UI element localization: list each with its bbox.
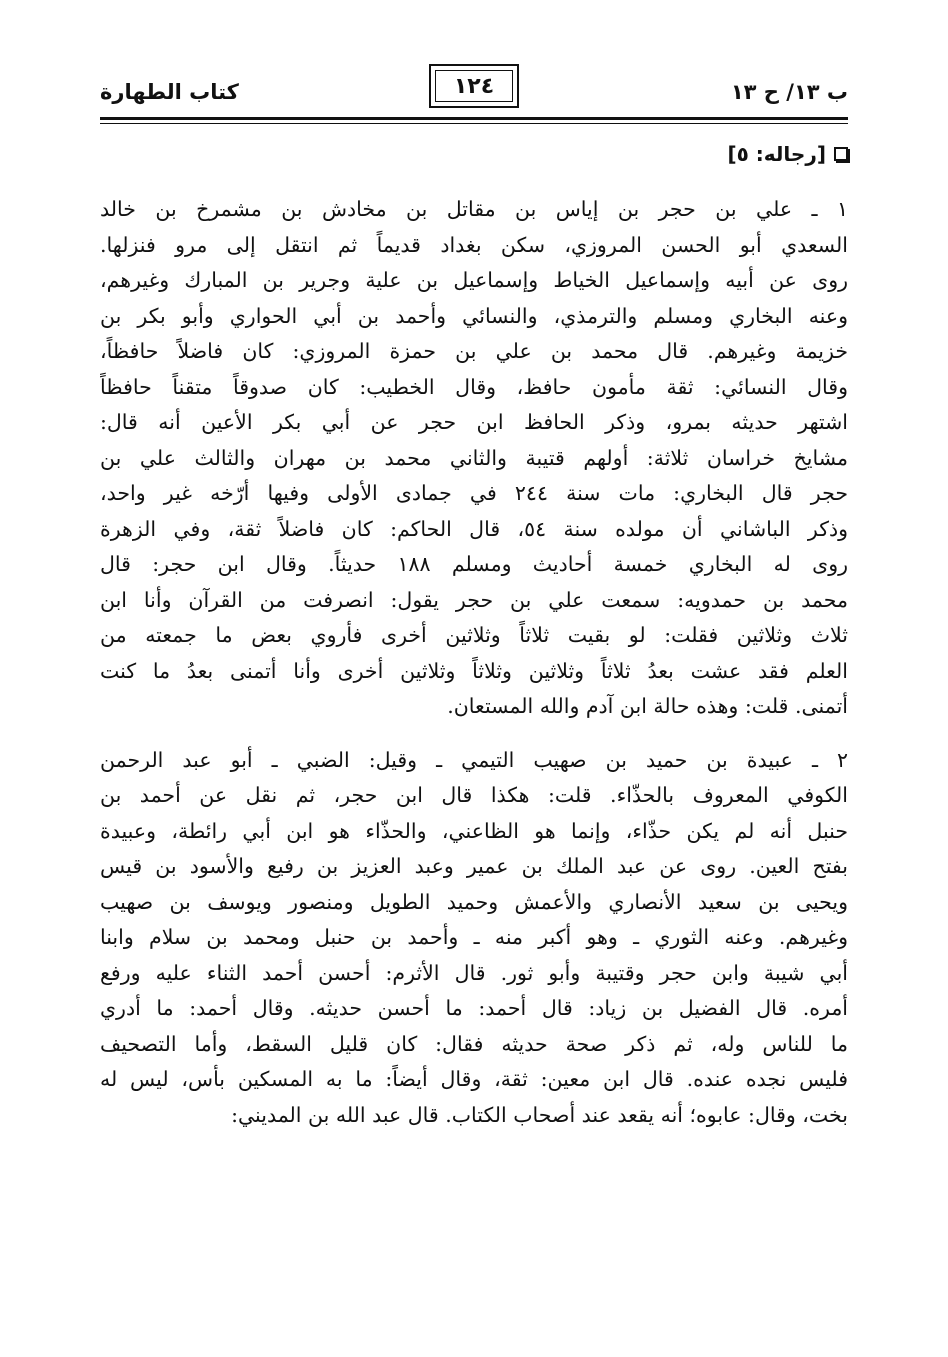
header-divider-thin xyxy=(100,123,848,124)
page-number-frame xyxy=(429,64,519,108)
volume-reference: ب ١٣/ ح ١٣ xyxy=(730,80,848,104)
text-line: وقال النسائي: ثقة مأمون حافظ، وقال الخطيب: كان صدوقاً متقناً حافظاً xyxy=(100,374,848,399)
text-line: حجر قال البخاري: مات سنة ٢٤٤ في جمادى الأولى وفيها أرّخه غير واحد، xyxy=(100,481,848,505)
text-line: وعنه البخاري ومسلم والترمذي، والنسائي وأحمد بن أبي الحواري وأبو بكر بن xyxy=(100,303,848,328)
text-line: أتمنى. قلت: وهذه حالة ابن آدم والله المستعان. xyxy=(447,694,848,718)
narrator-entry-2 xyxy=(100,743,848,1134)
text-line: العلم فقد عشت بعدُ ثلاثاً وثلاثين وثلاثاً وثلاثين أخرى وأنا أتمنى بعدُ ما كنت xyxy=(100,658,848,683)
text-line: ثلاث وثلاثين فقلت: لو بقيت ثلاثاً وثلاثين أخرى فأروي بعض ما جمعته من xyxy=(100,623,848,647)
text-line: محمد بن حمدويه: سمعت علي بن حجر يقول: انصرفت من القرآن وأنا ابن xyxy=(100,587,848,612)
page-header xyxy=(100,62,848,118)
text-line: فليس نجده عنده. قال ابن معين: ثقة، وقال أيضاً: ما به المسكين بأس، ليس له xyxy=(100,1067,848,1091)
text-line: أبي شيبة وابن حجر وقتيبة وأبو ثور. قال الأثرم: أحسن أحمد الثناء عليه ورفع xyxy=(100,960,848,985)
text-line: ويحيى بن سعيد الأنصاري والأعمش وحميد الطويل ومنصور ويوسف بن صهيب xyxy=(100,889,848,914)
narrator-entry-1 xyxy=(100,192,848,725)
text-line: السعدي أبو الحسن المروزي، سكن بغداد قديماً ثم انتقل إلى مرو فنزلها. xyxy=(100,232,848,257)
header-divider-thick xyxy=(100,117,848,120)
text-line: مشايخ خراسان ثلاثة: أولهم قتيبة والثاني محمد بن مهران والثالث علي بن xyxy=(100,445,848,470)
section-heading-text: [رجاله: ٥] xyxy=(727,142,826,166)
text-line: ما للناس وله، ثم ذكر صحة حديثه فقال: كان قليل السقط، وأما التصحيف xyxy=(100,1031,848,1056)
book-title: كتاب الطهارة xyxy=(100,80,239,104)
text-line: بفتح العين. روى عن عبد الملك بن عمير وعبد العزيز بن رفيع والأسود بن قيس xyxy=(100,854,848,878)
text-line: روى له البخاري خمسة أحاديث ومسلم ١٨٨ حديثاً. وقال ابن حجر: قال xyxy=(100,552,848,576)
checkbox-square-icon xyxy=(834,147,848,161)
text-line: بخت، وقال: عابوه؛ أنه يقعد عند أصحاب الكتاب. قال عبد الله بن المديني: xyxy=(231,1102,848,1127)
text-line: وغيرهم. وعنه الثوري ـ وهو أكبر منه ـ وأحمد بن حنبل ومحمد بن سلام وابنا xyxy=(100,925,848,949)
text-line: حنبل أنه لم يكن حذّاء، وإنما هو الظاعني، والحذّاء هو ابن أبي رائطة، وعبيدة xyxy=(100,818,848,843)
text-line: ١ ـ علي بن حجر بن إياس بن مقاتل بن مخادش بن مشمرخ بن خالد xyxy=(100,197,848,221)
text-line: خزيمة وغيرهم. قال محمد بن علي بن حمزة المروزي: كان فاضلاً حافظاً، xyxy=(100,339,848,363)
text-line: روى عن أبيه وإسماعيل الخياط وإسماعيل بن علية وجرير بن المبارك وغيرهم، xyxy=(100,268,848,292)
page-number: ١٢٤ xyxy=(453,73,495,99)
text-line: اشتهر حديثه بمرو، وذكر الحافظ ابن حجر عن أبي بكر الأعين أنه قال: xyxy=(100,410,848,434)
text-line: ٢ ـ عبيدة بن حميد بن صهيب التيمي ـ وقيل: الضبي ـ أبو عبد الرحمن xyxy=(100,747,848,772)
section-heading xyxy=(727,142,848,166)
text-line: وذكر الباشاني أن مولده سنة ٥٤، قال الحاكم: كان فاضلاً ثقة، وفي الزهرة xyxy=(100,516,848,541)
body-text xyxy=(100,192,848,1133)
text-line: أمره. قال الفضيل بن زياد: قال أحمد: ما أحسن حديثه. وقال أحمد: ما أدري xyxy=(100,996,848,1020)
text-line: الكوفي المعروف بالحذّاء. قلت: هكذا قال ابن حجر، ثم نقل عن أحمد بن xyxy=(100,783,848,807)
